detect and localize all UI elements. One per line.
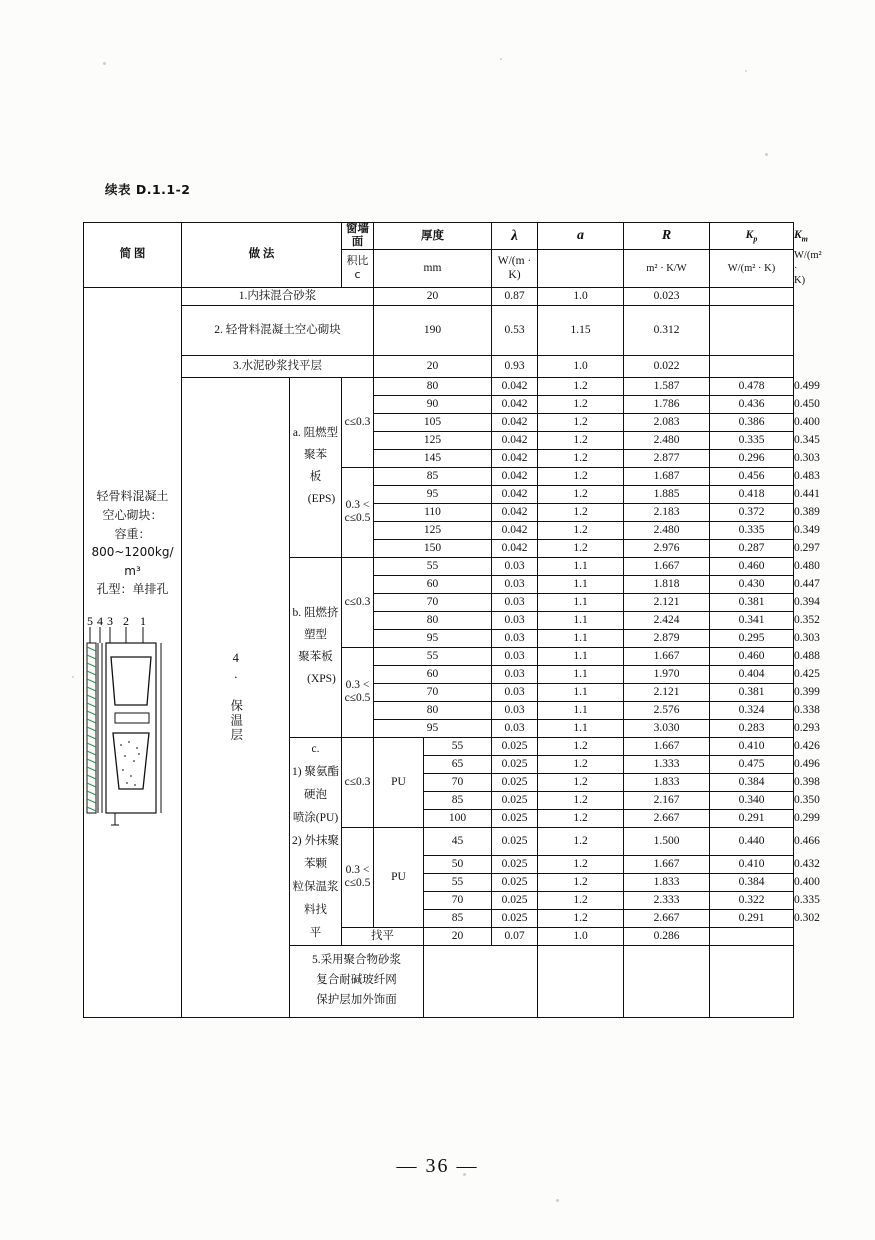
header-c-label: 积比 c [346, 254, 369, 281]
Kp: 0.381 [710, 593, 794, 611]
R: 1.500 [624, 827, 710, 855]
a: 1.2 [538, 909, 624, 927]
a: 1.1 [538, 647, 624, 665]
R: 1.667 [624, 557, 710, 575]
table-row [84, 355, 794, 377]
header-window-wall-ratio-top: 窗墙面 [342, 223, 374, 250]
R: 2.879 [624, 629, 710, 647]
table-row [84, 287, 794, 305]
thickness: 80 [374, 377, 492, 395]
a: 1.2 [538, 809, 624, 827]
a: 1.2 [538, 521, 624, 539]
lambda: 0.03 [492, 665, 538, 683]
R: 3.030 [624, 719, 710, 737]
Kp: 0.410 [710, 737, 794, 755]
lambda: 0.042 [492, 539, 538, 557]
desc-line: 容重： [114, 526, 151, 541]
lambda: 0.025 [492, 909, 538, 927]
Kp: 0.460 [710, 647, 794, 665]
group-b-c1: c≤0.3 [342, 557, 374, 647]
Kp: 0.384 [710, 873, 794, 891]
Kp: 0.322 [710, 891, 794, 909]
R-1: 0.023 [624, 287, 710, 305]
a: 1.1 [538, 557, 624, 575]
Kp: 0.335 [710, 431, 794, 449]
header-window-wall-ratio-bottom [342, 250, 374, 287]
lambda: 0.042 [492, 467, 538, 485]
group-a-line: (EPS) [307, 492, 336, 505]
table-row: 110 0.042 1.2 2.183 0.372 0.389 [84, 503, 794, 521]
thickness: 110 [374, 503, 492, 521]
footer-a [624, 945, 710, 1017]
a: 1.1 [538, 629, 624, 647]
table-row: 0.3 < c≤0.5 55 0.03 1.1 1.667 0.460 0.488 [84, 647, 794, 665]
Kp-2 [710, 305, 794, 355]
Kp: 0.404 [710, 665, 794, 683]
thickness: 150 [374, 539, 492, 557]
diagram-description [84, 481, 181, 599]
lambda: 0.025 [492, 891, 538, 909]
lambda: 0.025 [492, 737, 538, 755]
table-row: 90 0.042 1.2 1.786 0.436 0.450 [84, 395, 794, 413]
a: 1.2 [538, 755, 624, 773]
thickness: 95 [374, 629, 492, 647]
table-row: 70 0.025 1.2 2.333 0.322 0.335 [84, 891, 794, 909]
header-Kp [710, 223, 794, 250]
scan-speck [103, 62, 106, 65]
R: 1.587 [624, 377, 710, 395]
method-cell-1: 1.内抹混合砂浆 [182, 287, 374, 305]
group-c-c2 [342, 827, 374, 927]
R: 2.877 [624, 449, 710, 467]
group-c-line: 粒保温浆料找 [292, 880, 339, 916]
lambda: 0.03 [492, 611, 538, 629]
a: 1.2 [538, 873, 624, 891]
footer-R [710, 945, 794, 1017]
lambda: 0.025 [492, 791, 538, 809]
Kp: 0.430 [710, 575, 794, 593]
R: 2.121 [624, 593, 710, 611]
thickness-2: 190 [374, 305, 492, 355]
lambda: 0.042 [492, 413, 538, 431]
c-line: 0.3 < [345, 678, 370, 691]
thickness: 70 [424, 773, 492, 791]
table-row: 60 0.03 1.1 1.818 0.430 0.447 [84, 575, 794, 593]
thickness: 95 [374, 719, 492, 737]
header-a: a [538, 223, 624, 250]
thickness: 80 [374, 611, 492, 629]
R: 1.687 [624, 467, 710, 485]
a: 1.1 [538, 701, 624, 719]
scan-speck [765, 153, 768, 156]
group-c-line: 平 [309, 926, 322, 939]
method-text-2: 2. 轻骨料混凝土空心砌块 [214, 323, 341, 336]
header-Kp-sub: p [753, 234, 758, 244]
group-b-name [290, 557, 342, 737]
table-row: 70 0.025 1.2 1.833 0.384 0.398 [84, 773, 794, 791]
R: 2.667 [624, 809, 710, 827]
a: 1.2 [538, 413, 624, 431]
table-row [84, 305, 794, 355]
group-b-line: b. 阻燃挤塑型 [292, 607, 339, 642]
Kp: 0.295 [710, 629, 794, 647]
group-c-pu-2: PU [374, 827, 424, 927]
header-Km-sub: m [801, 234, 808, 244]
lambda: 0.042 [492, 395, 538, 413]
lambda: 0.03 [492, 683, 538, 701]
lambda: 0.03 [492, 719, 538, 737]
layer-number-2: 2 [123, 613, 129, 628]
group-c-line: 喷涂(PU) [292, 811, 339, 824]
header-Kp-unit: W/(m² · K) [710, 250, 794, 287]
wall-diagram-cell [84, 287, 182, 1017]
group-a-c2 [342, 467, 374, 557]
thickness: 65 [424, 755, 492, 773]
lambda: 0.03 [492, 629, 538, 647]
page-number: — 36 — [396, 1155, 479, 1177]
Kp: 0.340 [710, 791, 794, 809]
thickness: 55 [424, 737, 492, 755]
desc-line: 轻骨料混凝土 [96, 489, 169, 504]
R: 1.667 [624, 647, 710, 665]
a: 1.2 [538, 891, 624, 909]
group-b-c2 [342, 647, 374, 737]
a: 1.2 [538, 539, 624, 557]
wall-section-svg [85, 613, 180, 828]
method-5-line: 保护层加外饰面 [316, 993, 397, 1006]
group-b-line: 聚苯板 [298, 651, 333, 664]
R: 1.818 [624, 575, 710, 593]
table-row: 145 0.042 1.2 2.877 0.296 0.303 [84, 449, 794, 467]
lambda: 0.03 [492, 701, 538, 719]
leveling-thickness: 20 [424, 927, 492, 945]
lambda: 0.03 [492, 647, 538, 665]
footer-lambda [538, 945, 624, 1017]
thickness: 60 [374, 665, 492, 683]
Kp: 0.335 [710, 521, 794, 539]
Kp: 0.478 [710, 377, 794, 395]
Kp: 0.341 [710, 611, 794, 629]
desc-line: 空心砌块： [102, 507, 163, 522]
thickness: 55 [374, 557, 492, 575]
c-line: c≤0.5 [344, 512, 371, 525]
Kp-1 [710, 287, 794, 305]
thickness: 95 [374, 485, 492, 503]
a: 1.2 [538, 485, 624, 503]
Kp: 0.384 [710, 773, 794, 791]
thickness: 85 [374, 467, 492, 485]
lambda: 0.03 [492, 593, 538, 611]
lambda: 0.042 [492, 521, 538, 539]
footer-thickness [424, 945, 538, 1017]
R: 1.786 [624, 395, 710, 413]
Kp: 0.381 [710, 683, 794, 701]
table-row: 100 0.025 1.2 2.667 0.291 0.299 [84, 809, 794, 827]
R: 2.576 [624, 701, 710, 719]
header-Kp-letter: K [745, 228, 754, 241]
header-method: 做 法 [182, 223, 342, 288]
a: 1.1 [538, 575, 624, 593]
R: 2.480 [624, 521, 710, 539]
R: 2.333 [624, 891, 710, 909]
thickness: 85 [424, 791, 492, 809]
R: 2.083 [624, 413, 710, 431]
thickness: 45 [424, 827, 492, 855]
table-row: 125 0.042 1.2 2.480 0.335 0.349 [84, 521, 794, 539]
c-line: c≤0.5 [344, 877, 371, 890]
layer-number-5: 5 [87, 613, 93, 628]
method-5-line: 5.采用聚合物砂浆 [311, 953, 402, 966]
a-1: 1.0 [538, 287, 624, 305]
Kp: 0.475 [710, 755, 794, 773]
group-a-line: a. 阻燃型聚苯 [292, 427, 339, 462]
group-a-line: 板 [309, 471, 322, 484]
lambda: 0.025 [492, 809, 538, 827]
method-cell-5 [290, 945, 424, 1017]
Kp: 0.456 [710, 467, 794, 485]
R: 1.333 [624, 755, 710, 773]
a-3: 1.0 [538, 355, 624, 377]
table-row: 85 0.025 1.2 2.667 0.291 0.302 [84, 909, 794, 927]
a-2: 1.15 [538, 305, 624, 355]
table-row: 80 0.03 1.1 2.424 0.341 0.352 [84, 611, 794, 629]
lambda: 0.025 [492, 873, 538, 891]
thickness: 90 [374, 395, 492, 413]
Kp: 0.291 [710, 809, 794, 827]
layer-number-4: 4 [97, 613, 103, 628]
R-2: 0.312 [624, 305, 710, 355]
table-row: c. 1) 聚氨酯硬泡 喷涂(PU) 2) 外抹聚苯颗 粒保温浆料找 平 c≤0.3 PU 55 0.025 1.2 1.667 0.410 0.426 [84, 737, 794, 755]
lambda-3: 0.93 [492, 355, 538, 377]
header-a-unit [538, 250, 624, 287]
data-table-container [83, 222, 822, 1018]
method-cell-3: 3.水泥砂浆找平层 [182, 355, 374, 377]
Kp: 0.287 [710, 539, 794, 557]
Kp: 0.386 [710, 413, 794, 431]
group-c-line: 2) 外抹聚苯颗 [292, 834, 339, 870]
a: 1.1 [538, 611, 624, 629]
thickness: 55 [374, 647, 492, 665]
R: 2.121 [624, 683, 710, 701]
table-header-row-2: 积比 c mm W/(m · K) m² · K/W W/(m² · K) W/(m² · K) [84, 250, 794, 287]
lambda-2: 0.53 [492, 305, 538, 355]
lambda: 0.042 [492, 431, 538, 449]
R: 1.667 [624, 855, 710, 873]
R: 1.667 [624, 737, 710, 755]
c-line: 0.3 < [345, 498, 370, 511]
lambda: 0.042 [492, 503, 538, 521]
R: 2.183 [624, 503, 710, 521]
thickness: 55 [424, 873, 492, 891]
table-row: 70 0.03 1.1 2.121 0.381 0.399 [84, 683, 794, 701]
group-c-name [290, 737, 342, 945]
thickness: 80 [374, 701, 492, 719]
table-row: 55 0.025 1.2 1.833 0.384 0.400 [84, 873, 794, 891]
table-row: 85 0.025 1.2 2.167 0.340 0.350 [84, 791, 794, 809]
header-R-unit: m² · K/W [624, 250, 710, 287]
lambda: 0.025 [492, 773, 538, 791]
table-row: 60 0.03 1.1 1.970 0.404 0.425 [84, 665, 794, 683]
page-title: 续表 D.1.1-2 [105, 182, 191, 197]
wall-section-diagram [85, 613, 180, 823]
R: 2.480 [624, 431, 710, 449]
layer-number-1: 1 [140, 613, 146, 628]
Kp: 0.410 [710, 855, 794, 873]
c-line: c≤0.5 [344, 692, 371, 705]
Kp: 0.291 [710, 909, 794, 927]
R: 2.167 [624, 791, 710, 809]
thickness: 85 [424, 909, 492, 927]
a: 1.1 [538, 593, 624, 611]
table-row: 50 0.025 1.2 1.667 0.410 0.432 [84, 855, 794, 873]
a: 1.2 [538, 773, 624, 791]
leveling-Kp [710, 927, 794, 945]
a: 1.2 [538, 855, 624, 873]
R: 2.424 [624, 611, 710, 629]
R: 1.885 [624, 485, 710, 503]
table-row: 125 0.042 1.2 2.480 0.335 0.345 [84, 431, 794, 449]
a: 1.2 [538, 377, 624, 395]
scan-speck [500, 58, 502, 60]
group-b-line: (XPS) [307, 672, 336, 685]
header-Km-letter: K [794, 228, 802, 241]
leveling-label: 找平 [342, 927, 424, 945]
lambda: 0.042 [492, 449, 538, 467]
lambda: 0.025 [492, 755, 538, 773]
a: 1.1 [538, 665, 624, 683]
insulation-data-table [83, 222, 822, 1018]
desc-line: 800~1200kg/ [91, 545, 174, 560]
thickness: 70 [374, 683, 492, 701]
method-cell-2 [182, 305, 374, 355]
group-c-line: 1) 聚氨酯硬泡 [292, 765, 339, 801]
group-a-c1: c≤0.3 [342, 377, 374, 467]
header-thickness: 厚度 [374, 223, 492, 250]
Kp: 0.324 [710, 701, 794, 719]
lambda: 0.03 [492, 557, 538, 575]
a: 1.2 [538, 737, 624, 755]
scan-speck [556, 1199, 559, 1202]
thickness: 70 [374, 593, 492, 611]
thickness: 60 [374, 575, 492, 593]
lambda: 0.042 [492, 377, 538, 395]
method-5-line: 复合耐碱玻纤网 [316, 973, 397, 986]
lambda: 0.03 [492, 575, 538, 593]
Kp: 0.418 [710, 485, 794, 503]
header-diagram: 简 图 [84, 223, 182, 288]
lambda: 0.042 [492, 485, 538, 503]
table-row: 0.3 < c≤0.5 PU 45 0.025 1.2 1.500 0.440 0.466 [84, 827, 794, 855]
group-c-pu-1: PU [374, 737, 424, 827]
a: 1.2 [538, 467, 624, 485]
header-R: R [624, 223, 710, 250]
header-lambda: λ [492, 223, 538, 250]
insulation-layer-label: 4. 保温层 [182, 377, 290, 1017]
thickness: 145 [374, 449, 492, 467]
scan-speck [745, 70, 747, 72]
thickness: 100 [424, 809, 492, 827]
desc-line: 孔型：单排孔 [96, 582, 169, 597]
a: 1.2 [538, 449, 624, 467]
Kp: 0.296 [710, 449, 794, 467]
table-row: 150 0.042 1.2 2.976 0.287 0.297 [84, 539, 794, 557]
R: 1.833 [624, 773, 710, 791]
table-row: 95 0.03 1.1 2.879 0.295 0.303 [84, 629, 794, 647]
table-header-row-1 [84, 223, 794, 250]
thickness: 70 [424, 891, 492, 909]
R: 2.667 [624, 909, 710, 927]
table-row: 65 0.025 1.2 1.333 0.475 0.496 [84, 755, 794, 773]
table-row: 0.3 < c≤0.5 85 0.042 1.2 1.687 0.456 0.483 [84, 467, 794, 485]
group-c-c1: c≤0.3 [342, 737, 374, 827]
thickness-3: 20 [374, 355, 492, 377]
a: 1.1 [538, 719, 624, 737]
R: 2.976 [624, 539, 710, 557]
thickness: 105 [374, 413, 492, 431]
Kp: 0.460 [710, 557, 794, 575]
lambda: 0.025 [492, 855, 538, 873]
a: 1.2 [538, 827, 624, 855]
scan-speck [72, 676, 74, 678]
Kp: 0.436 [710, 395, 794, 413]
table-row: 95 0.03 1.1 3.030 0.283 0.293 [84, 719, 794, 737]
Kp: 0.283 [710, 719, 794, 737]
table-row: 4. 保温层 a. 阻燃型聚苯 板 (EPS) c≤0.3 80 0.042 1.2 1.587 0.478 0.499 [84, 377, 794, 395]
group-a-name [290, 377, 342, 557]
table-row: 105 0.042 1.2 2.083 0.386 0.400 [84, 413, 794, 431]
Kp: 0.372 [710, 503, 794, 521]
thickness: 50 [424, 855, 492, 873]
header-lambda-unit: W/(m · K) [492, 250, 538, 287]
table-row: 95 0.042 1.2 1.885 0.418 0.441 [84, 485, 794, 503]
a: 1.2 [538, 503, 624, 521]
R: 1.833 [624, 873, 710, 891]
thickness: 125 [374, 521, 492, 539]
thickness: 125 [374, 431, 492, 449]
a: 1.2 [538, 395, 624, 413]
leveling-lambda: 0.07 [492, 927, 538, 945]
c-line: 0.3 < [345, 863, 370, 876]
leveling-R: 0.286 [624, 927, 710, 945]
table-row: 80 0.03 1.1 2.576 0.324 0.338 [84, 701, 794, 719]
leveling-a: 1.0 [538, 927, 624, 945]
a: 1.1 [538, 683, 624, 701]
thickness-1: 20 [374, 287, 492, 305]
layer-number-3: 3 [107, 613, 113, 628]
table-row: b. 阻燃挤塑型 聚苯板 (XPS) c≤0.3 55 0.03 1.1 1.667 0.460 0.480 [84, 557, 794, 575]
R-3: 0.022 [624, 355, 710, 377]
header-mm: mm [374, 250, 492, 287]
lambda: 0.025 [492, 827, 538, 855]
lambda-1: 0.87 [492, 287, 538, 305]
desc-line: m³ [124, 563, 141, 578]
Kp-3 [710, 355, 794, 377]
a: 1.2 [538, 791, 624, 809]
R: 1.970 [624, 665, 710, 683]
a: 1.2 [538, 431, 624, 449]
group-c-line: c. [311, 742, 320, 755]
table-row: 70 0.03 1.1 2.121 0.381 0.394 [84, 593, 794, 611]
Kp: 0.440 [710, 827, 794, 855]
